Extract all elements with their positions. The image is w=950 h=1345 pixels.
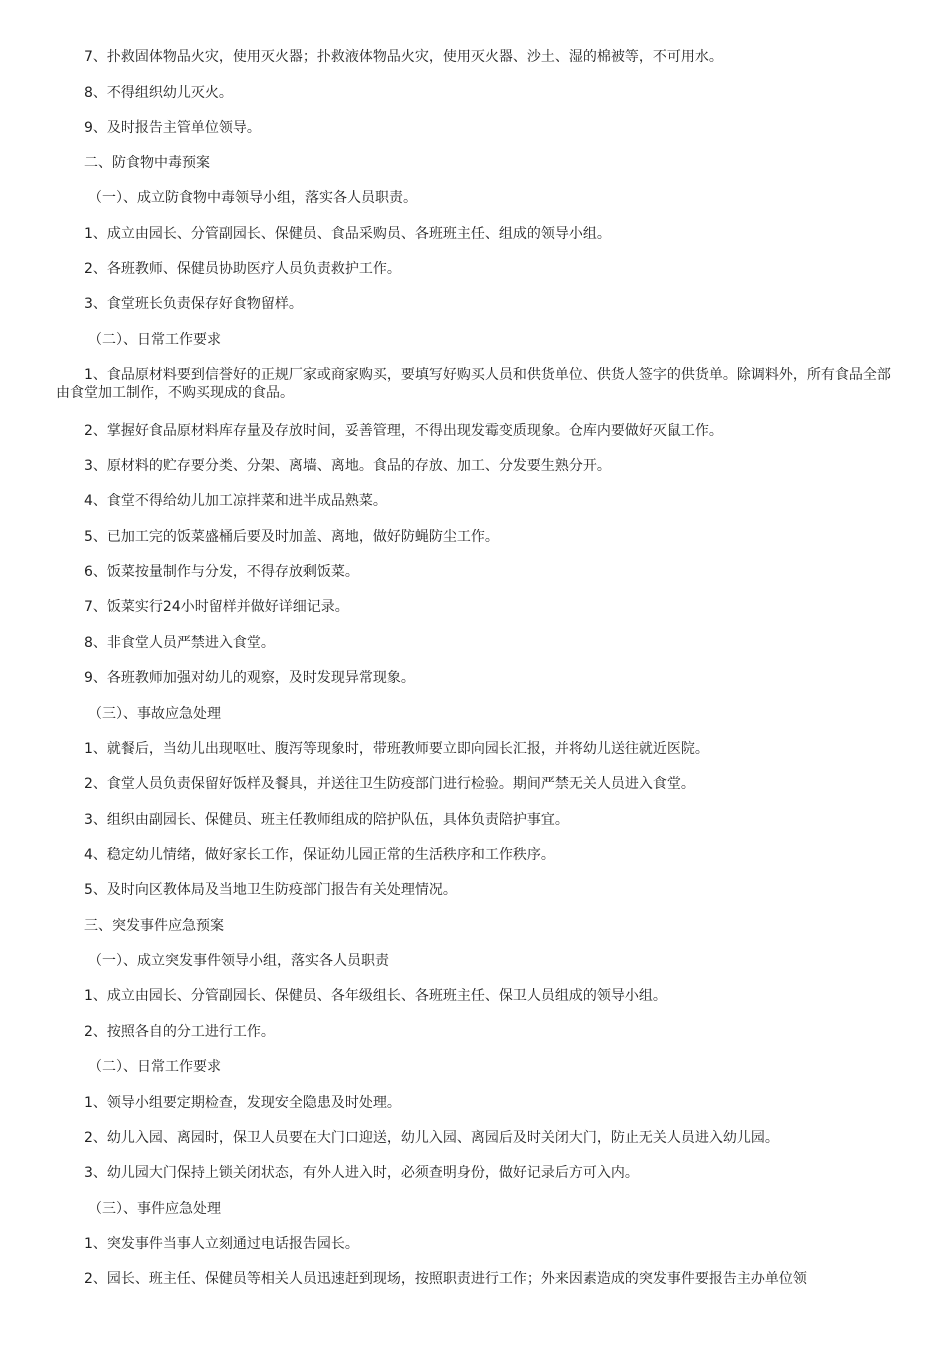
- paragraph-food-daily-7: 7、饭菜实行24小时留样并做好详细记录。: [84, 599, 349, 615]
- subheading-event-emergency: （三）、事件应急处理: [88, 1201, 221, 1217]
- paragraph-food-emergency-5: 5、及时向区教体局及当地卫生防疫部门报告有关处理情况。: [84, 882, 457, 898]
- paragraph-event-team-1: 1、成立由园长、分管副园长、保健员、各年级组长、各班班主任、保卫人员组成的领导小组。: [84, 988, 667, 1004]
- paragraph-event-emergency-1: 1、突发事件当事人立刻通过电话报告园长。: [84, 1236, 359, 1252]
- paragraph-food-daily-8: 8、非食堂人员严禁进入食堂。: [84, 635, 275, 651]
- paragraph-event-daily-2: 2、幼儿入园、离园时，保卫人员要在大门口迎送，幼儿入园、离园后及时关闭大门，防止无关人员进入幼儿园。: [84, 1130, 779, 1146]
- paragraph-food-emergency-2: 2、食堂人员负责保留好饭样及餐具，并送往卫生防疫部门进行检验。期间严禁无关人员进入食堂。: [84, 776, 695, 792]
- paragraph-food-daily-5: 5、已加工完的饭菜盛桶后要及时加盖、离地，做好防蝇防尘工作。: [84, 529, 499, 545]
- paragraph-fire-8: 8、不得组织幼儿灭火。: [84, 85, 233, 101]
- paragraph-food-emergency-4: 4、稳定幼儿情绪，做好家长工作，保证幼儿园正常的生活秩序和工作秩序。: [84, 847, 555, 863]
- paragraph-food-team-3: 3、食堂班长负责保存好食物留样。: [84, 296, 303, 312]
- paragraph-food-daily-4: 4、食堂不得给幼儿加工凉拌菜和进半成品熟菜。: [84, 493, 387, 509]
- paragraph-food-team-1: 1、成立由园长、分管副园长、保健员、食品采购员、各班班主任、组成的领导小组。: [84, 226, 611, 242]
- paragraph-fire-7: 7、扑救固体物品火灾，使用灭火器；扑救液体物品火灾，使用灭火器、沙土、湿的棉被等，不可用水。: [84, 49, 723, 65]
- paragraph-food-daily-1: 1、食品原材料要到信誉好的正规厂家或商家购买，要填写好购买人员和供货单位、供货人签字的供货单。除调料外，所有食品全部由食堂加工制作，不购买现成的食品。: [56, 367, 891, 401]
- subheading-event-team: （一）、成立突发事件领导小组，落实各人员职责: [88, 953, 389, 969]
- subheading-food-team: （一）、成立防食物中毒领导小组，落实各人员职责。: [88, 190, 417, 206]
- paragraph-food-daily-9: 9、各班教师加强对幼儿的观察，及时发现异常现象。: [84, 670, 415, 686]
- paragraph-event-daily-3: 3、幼儿园大门保持上锁关闭状态，有外人进入时，必须查明身份，做好记录后方可入内。: [84, 1165, 639, 1181]
- section-heading-food-poisoning: 二、防食物中毒预案: [84, 155, 210, 171]
- paragraph-food-emergency-1: 1、就餐后，当幼儿出现呕吐、腹泻等现象时，带班教师要立即向园长汇报，并将幼儿送往就近医院。: [84, 741, 709, 757]
- paragraph-food-emergency-3: 3、组织由副园长、保健员、班主任教师组成的陪护队伍，具体负责陪护事宜。: [84, 812, 569, 828]
- paragraph-fire-9: 9、及时报告主管单位领导。: [84, 120, 261, 136]
- subheading-event-daily: （二）、日常工作要求: [88, 1059, 221, 1075]
- paragraph-event-emergency-2: 2、园长、班主任、保健员等相关人员迅速赶到现场，按照职责进行工作；外来因素造成的突发事件要报告主办单位领: [84, 1271, 807, 1287]
- subheading-food-daily: （二）、日常工作要求: [88, 332, 221, 348]
- paragraph-food-daily-2: 2、掌握好食品原材料库存量及存放时间，妥善管理，不得出现发霉变质现象。仓库内要做好灭鼠工作。: [84, 423, 723, 439]
- subheading-food-emergency: （三）、事故应急处理: [88, 706, 221, 722]
- paragraph-food-daily-3: 3、原材料的贮存要分类、分架、离墙、离地。食品的存放、加工、分发要生熟分开。: [84, 458, 611, 474]
- paragraph-food-daily-6: 6、饭菜按量制作与分发，不得存放剩饭菜。: [84, 564, 359, 580]
- section-heading-emergency-events: 三、突发事件应急预案: [84, 918, 224, 934]
- paragraph-event-team-2: 2、按照各自的分工进行工作。: [84, 1024, 275, 1040]
- paragraph-food-team-2: 2、各班教师、保健员协助医疗人员负责救护工作。: [84, 261, 401, 277]
- paragraph-event-daily-1: 1、领导小组要定期检查，发现安全隐患及时处理。: [84, 1095, 401, 1111]
